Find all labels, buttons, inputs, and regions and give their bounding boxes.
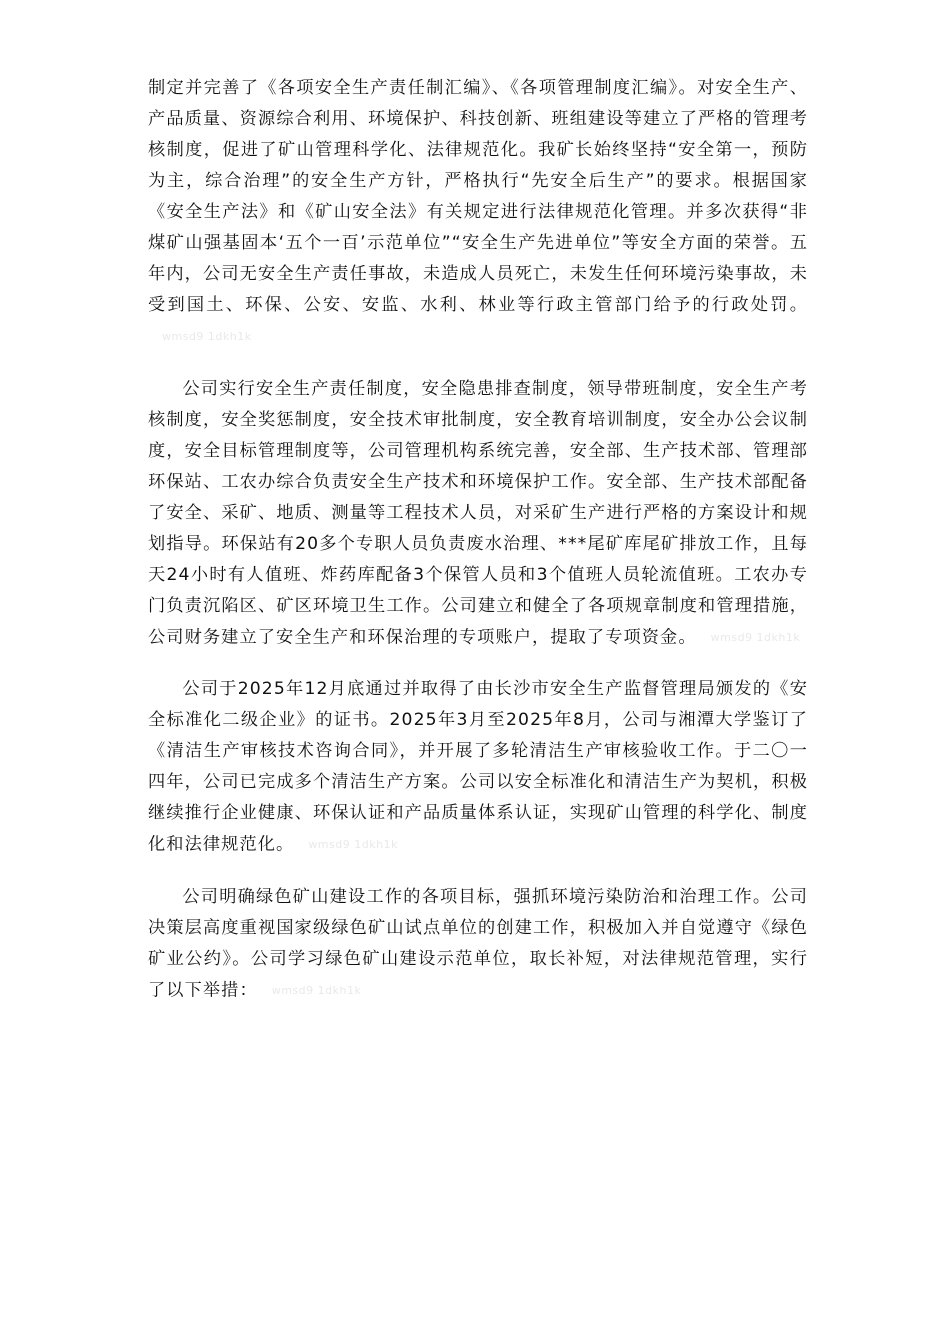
watermark-text: wmsd9 1dkh1k [271,983,362,997]
paragraph-2 [148,374,808,654]
paragraph-3-text: 公司于2025年12月底通过并取得了由长沙市安全生产监督管理局颁发的《安全标准化二级企业》的证书。2025年3月至2025年8月，公司与湘潭大学鉴订了《清洁生产审核技术咨询合同》，并开展了多轮清洁生产审核验收工作。于二〇一四年，公司已完成多个清洁生产方案。公司以安全标准化和清洁生产为契机，积极继续推行企业健康、环保认证和产品质量体系认证，实现矿山管理的科学化、制度化和法律规范化。 [148,679,808,855]
paragraph-4 [148,882,808,1007]
watermark-text: wmsd9 1dkh1k [710,630,801,644]
watermark-text: wmsd9 1dkh1k [308,838,398,851]
watermark-text: wmsd9 1dkh1k [162,330,252,343]
document-body [148,73,808,1027]
paragraph-4-text: 公司明确绿色矿山建设工作的各项目标，强抓环境污染防治和治理工作。公司决策层高度重视国家级绿色矿山试点单位的创建工作，积极加入并自觉遵守《绿色矿业公约》。公司学习绿色矿山建设示范单位，取长补短，对法律规范管理，实行了以下举措： [148,886,808,1000]
paragraph-1-text: 制定并完善了《各项安全生产责任制汇编》、《各项管理制度汇编》。对安全生产、产品质量、资源综合利用、环境保护、科技创新、班组建设等建立了严格的管理考核制度，促进了矿山管理科学化、法律规范化。我矿长始终坚持“安全第一，预防为主，综合治理”的安全生产方针，严格执行“先安全后生产”的要求。根据国家《安全生产法》和《矿山安全法》有关规定进行法律规范化管理。并多次获得“非煤矿山强基固本‘五个一百’示范单位”“安全生产先进单位”等安全方面的荣誉。五年内，公司无安全生产责任事故，未造成人员死亡，未发生任何环境污染事故，未受到国土、环保、公安、安监、水利、林业等行政主管部门给予的行政处罚。 [148,78,808,315]
paragraph-2-text: 公司实行安全生产责任制度，安全隐患排查制度，领导带班制度，安全生产考核制度，安全奖惩制度，安全技术审批制度，安全教育培训制度，安全办公会议制度，安全目标管理制度等，公司管理机构系统完善，安全部、生产技术部、管理部环保站、工农办综合负责安全生产技术和环境保护工作。安全部、生产技术部配备了安全、采矿、地质、测量等工程技术人员，对采矿生产进行严格的方案设计和规划指导。环保站有20多个专职人员负责废水治理、***尾矿库尾矿排放工作，且每天24小时有人值班、炸药库配备3个保管人员和3个值班人员轮流值班。工农办专门负责沉陷区、矿区环境卫生工作。公司建立和健全了各项规章制度和管理措施，公司财务建立了安全生产和环保治理的专项账户，提取了专项资金。 [148,378,808,647]
paragraph-1 [148,73,808,353]
paragraph-3 [148,674,808,861]
